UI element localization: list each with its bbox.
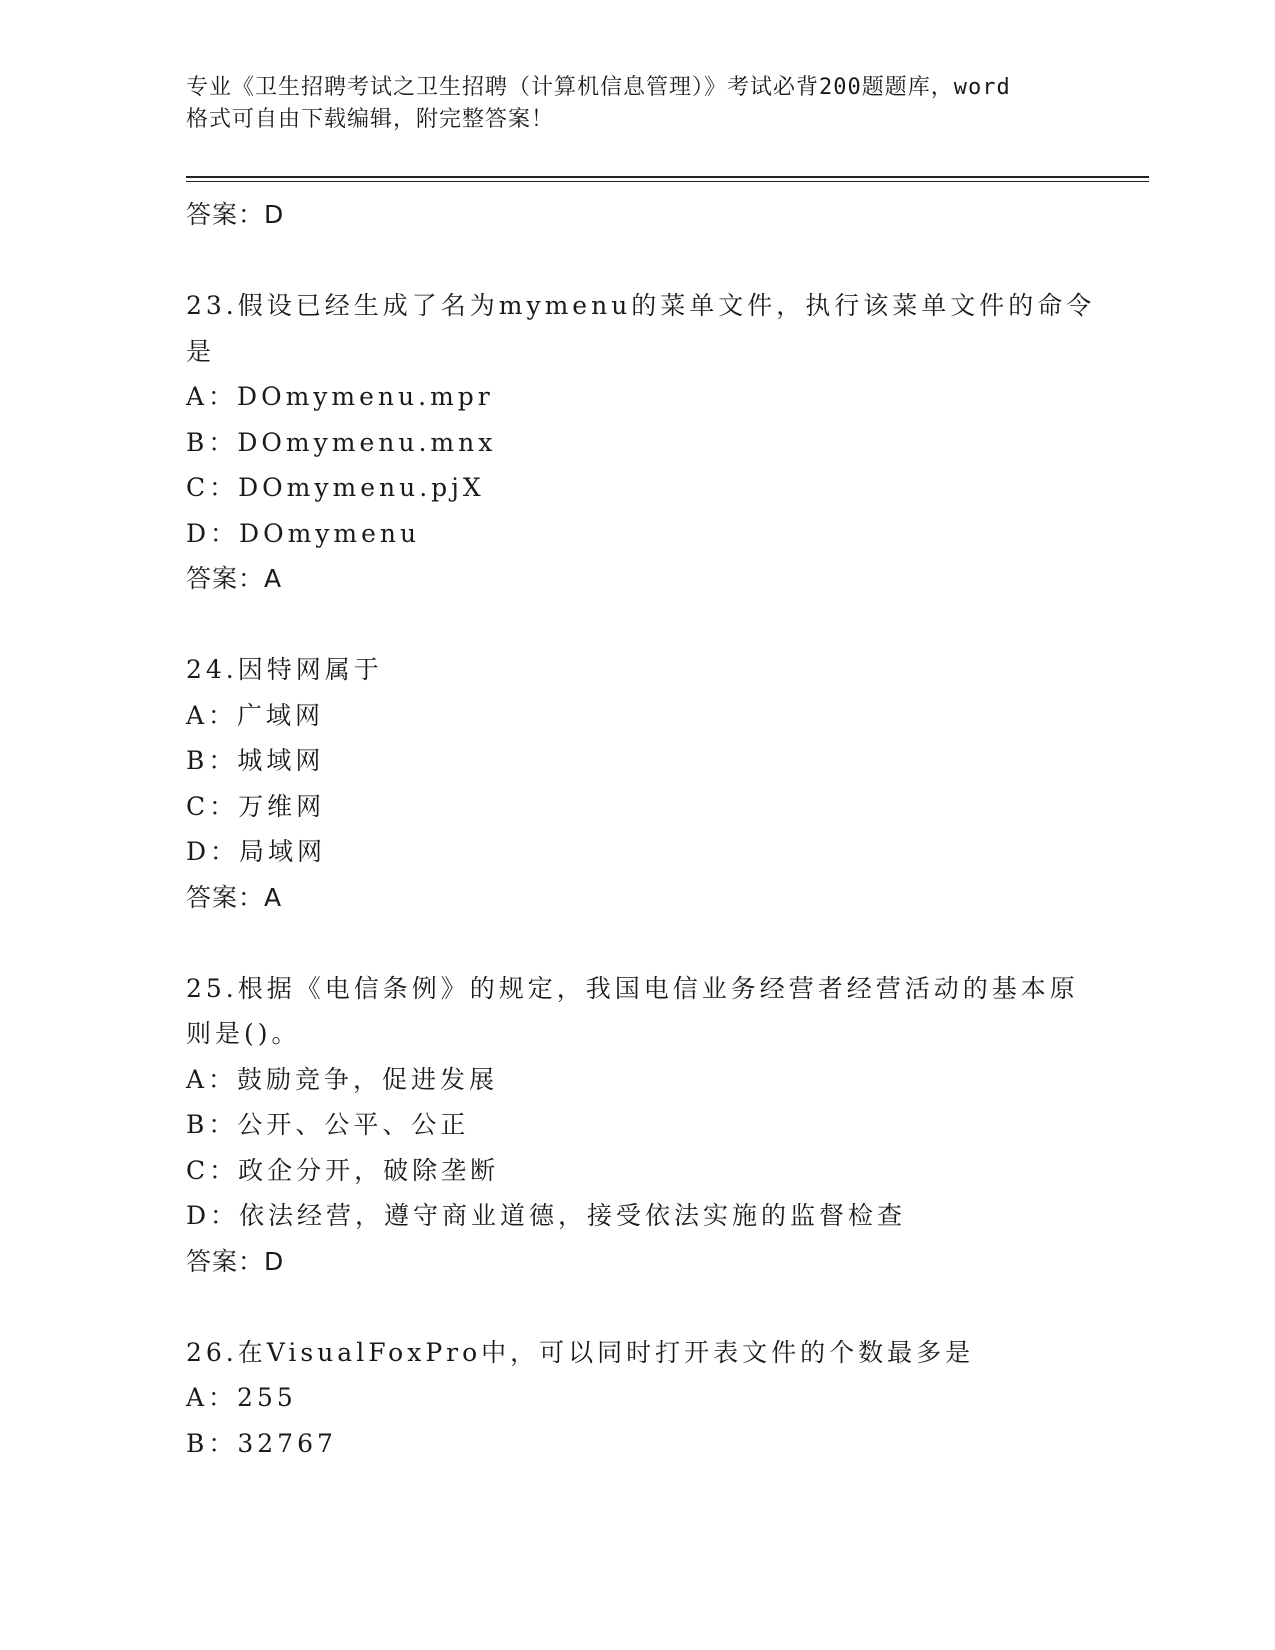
header-line-2: 格式可自由下载编辑，附完整答案！	[186, 107, 555, 132]
answer-value: D	[264, 200, 285, 229]
option-c: C：DOmymenu.pjX	[186, 473, 485, 502]
header-divider-thick	[186, 176, 1149, 178]
answer-value: A	[264, 882, 283, 912]
answer-label: 答案：	[186, 564, 265, 593]
option-a: A：鼓励竞争，促进发展	[186, 1064, 499, 1094]
question-25	[186, 966, 1079, 1285]
option-c: C：万维网	[186, 791, 326, 821]
question-stem-continued: 是	[186, 336, 216, 366]
option-d: D：局域网	[186, 837, 327, 866]
question-stem: 23.假设已经生成了名为mymenu的菜单文件，执行该菜单文件的命令	[186, 291, 1096, 320]
option-b: B：公开、公平、公正	[186, 1110, 470, 1139]
question-26	[186, 1330, 1066, 1467]
option-d: D：DOmymenu	[186, 518, 421, 548]
answer-value: A	[264, 564, 283, 593]
document-header	[186, 72, 1086, 136]
header-line-1: 专业《卫生招聘考试之卫生招聘（计算机信息管理）》考试必背200题题库，word	[186, 75, 1011, 100]
answer-label: 答案：	[186, 882, 265, 912]
option-d: D：依法经营，遵守商业道德，接受依法实施的监督检查	[186, 1201, 907, 1230]
header-divider-thin	[186, 181, 1149, 182]
answer-line	[186, 556, 1066, 602]
spacer	[186, 238, 1066, 284]
question-stem: 25.根据《电信条例》的规定，我国电信业务经营者经营活动的基本原	[186, 973, 1079, 1003]
spacer	[186, 920, 1066, 966]
question-23	[186, 283, 1096, 602]
option-b: B：32767	[186, 1428, 337, 1458]
option-b: B：城域网	[186, 746, 325, 775]
question-stem-continued: 则是()。	[186, 1019, 301, 1048]
option-a: A：广域网	[186, 700, 325, 730]
question-stem: 26.在VisualFoxPro中，可以同时打开表文件的个数最多是	[186, 1337, 975, 1367]
answer-label: 答案：	[186, 1246, 265, 1276]
document-body	[186, 192, 1096, 1466]
option-b: B：DOmymenu.mnx	[186, 427, 497, 457]
answer-line	[186, 875, 1066, 921]
spacer	[186, 602, 1066, 648]
answer-value: D	[264, 1246, 285, 1276]
option-a: A：255	[186, 1383, 297, 1412]
option-a: A：DOmymenu.mpr	[186, 382, 494, 411]
answer-label: 答案：	[186, 200, 265, 229]
answer-line	[186, 192, 1066, 238]
question-24	[186, 647, 1066, 920]
question-stem: 24.因特网属于	[186, 655, 383, 684]
spacer	[186, 1284, 1066, 1330]
answer-line	[186, 1239, 1066, 1285]
option-c: C：政企分开，破除垄断	[186, 1155, 500, 1185]
